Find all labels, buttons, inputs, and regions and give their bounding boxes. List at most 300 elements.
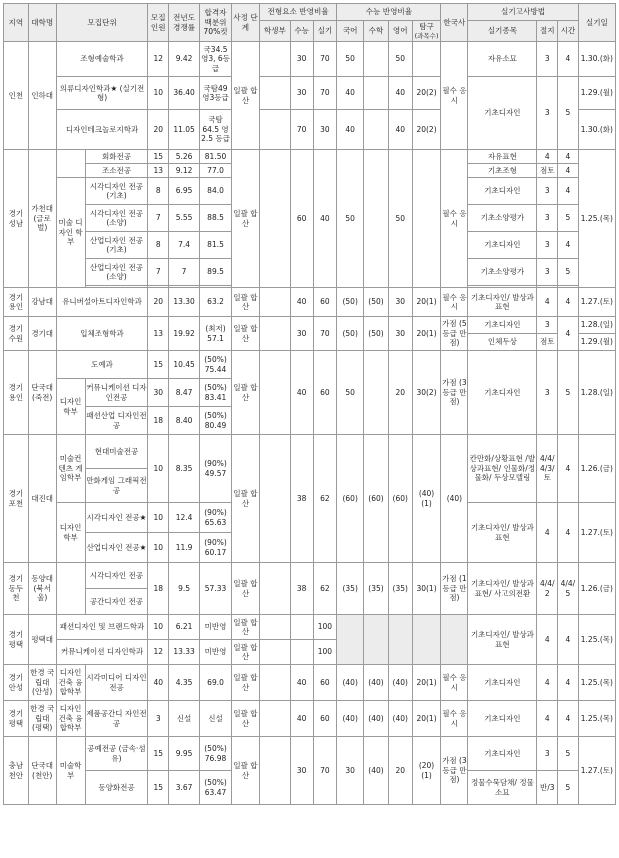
stage-cell: 일괄 합산 <box>232 615 260 640</box>
item-cell: 기초디자인 <box>468 178 537 205</box>
quota-cell: 30 <box>148 379 169 407</box>
unit-cell: 동양화전공 <box>85 771 148 805</box>
practical-cell: 70 <box>313 42 337 77</box>
math-cell: (50) <box>364 288 389 317</box>
history-cell: 가점 (3등급 만점) <box>441 351 468 435</box>
stage-cell: 일괄 합산 <box>232 701 260 737</box>
quota-cell: 15 <box>148 737 169 771</box>
korean-cell: 50 <box>337 150 364 288</box>
practical-cell: 60 <box>313 288 337 317</box>
unit-cell: 현대미술전공 <box>85 435 148 469</box>
quota-cell: 7 <box>148 205 169 232</box>
rate-cell: 9.95 <box>169 737 200 771</box>
time-cell: 4 <box>558 665 579 701</box>
quota-cell: 3 <box>148 701 169 737</box>
unit-cell: 제품공간디 자인전공 <box>85 701 148 737</box>
rate-cell: 8.35 <box>169 435 200 503</box>
table-row <box>4 615 616 640</box>
item-cell: 기초디자인/ 발상과표현 <box>468 503 537 563</box>
unit-cell: 회화전공 <box>85 150 148 164</box>
item-cell: 기초디자인 <box>468 737 537 771</box>
suneung-cell: 40 <box>290 288 313 317</box>
col-suneung-ratio: 수능 반영비율 <box>337 4 441 21</box>
suneung-cell: 60 <box>290 150 313 288</box>
table-row <box>4 42 616 77</box>
unit-cell: 디자인테크놀로지학과 <box>56 110 148 150</box>
item-cell: 인체두상 <box>468 334 537 351</box>
english-cell <box>388 615 412 665</box>
rate-cell: 7.4 <box>169 232 200 259</box>
unit-cell: 시각디자인 전공(기초) <box>85 178 148 205</box>
unit-group-cell: 디자인건축 융합학부 <box>56 701 85 737</box>
col-inquiry <box>412 21 441 42</box>
school-record-cell <box>259 615 290 640</box>
time-cell: 4/4/ 5 <box>558 563 579 615</box>
suneung-cell: 30 <box>290 737 313 805</box>
inquiry-cell: 20(1) <box>412 317 441 351</box>
university-cell: 평택대 <box>28 615 56 665</box>
table-row <box>4 737 616 771</box>
history-cell: 필수 응시 <box>441 150 468 288</box>
english-cell: (60) <box>388 435 412 563</box>
cutoff-cell: 81.5 <box>200 232 232 259</box>
english-cell: 30 <box>388 288 412 317</box>
table-row <box>4 435 616 469</box>
time-cell: 4 <box>558 317 579 351</box>
col-stage: 사정 단계 <box>232 4 260 42</box>
time-cell: 5 <box>558 259 579 286</box>
time-cell: 5 <box>558 351 579 435</box>
suneung-cell <box>290 615 313 640</box>
unit-cell: 커뮤니케이션 디자인전공 <box>85 379 148 407</box>
date-cell: 1.28.(일) <box>578 351 615 435</box>
rate-cell: 9.5 <box>169 563 200 615</box>
time-cell: 4 <box>558 503 579 563</box>
english-cell: 40 <box>388 77 412 110</box>
school-record-cell <box>259 351 290 435</box>
math-cell <box>364 110 389 150</box>
date-cell: 1.27.(토) <box>578 503 615 563</box>
stage-cell: 일괄 합산 <box>232 665 260 701</box>
korean-cell: 40 <box>337 77 364 110</box>
paper-cell: 3 <box>537 351 558 435</box>
stage-cell: 일괄 합산 <box>232 435 260 563</box>
date-cell: 1.25.(목) <box>578 665 615 701</box>
practical-cell: 60 <box>313 351 337 435</box>
inquiry-cell: (40) (1) <box>412 435 441 563</box>
university-cell: 단국대 (죽전) <box>28 351 56 435</box>
cutoff-cell: 84.0 <box>200 178 232 205</box>
university-cell: 한경 국립대 (안성) <box>28 665 56 701</box>
col-english: 영어 <box>388 21 412 42</box>
unit-cell: 산업디자인 전공(기초) <box>85 232 148 259</box>
col-region: 지역 <box>4 4 29 42</box>
suneung-cell: 30 <box>290 42 313 77</box>
paper-cell: 4 <box>537 615 558 665</box>
item-cell: 기초디자인/ 발상과표현/ 사고의전환 <box>468 563 537 615</box>
col-unit: 모집단위 <box>56 4 148 42</box>
stage-cell: 일괄 합산 <box>232 317 260 351</box>
paper-cell: 4 <box>537 150 558 164</box>
practical-cell: 70 <box>313 77 337 110</box>
unit-cell: 공예전공 (금속·섬유) <box>85 737 148 771</box>
korean-cell: 50 <box>337 42 364 77</box>
practical-cell: 62 <box>313 435 337 563</box>
time-cell: 4 <box>558 42 579 77</box>
korean-cell: (40) <box>337 701 364 737</box>
date-cell: 1.30.(화) <box>578 110 615 150</box>
item-cell: 기초디자인 <box>468 665 537 701</box>
col-korean: 국어 <box>337 21 364 42</box>
rate-cell: 4.35 <box>169 665 200 701</box>
korean-cell: (60) <box>337 435 364 563</box>
unit-cell: 공간디자인 전공 <box>85 589 148 615</box>
school-record-cell <box>259 665 290 701</box>
item-cell: 기초조형 <box>468 164 537 178</box>
practical-cell: 100 <box>313 615 337 640</box>
time-cell: 4 <box>558 150 579 164</box>
quota-cell: 10 <box>148 533 169 563</box>
cutoff-cell: (50%) 83.41 <box>200 379 232 407</box>
item-cell: 기초소양평가 <box>468 259 537 286</box>
region-cell: 경기 안성 <box>4 665 29 701</box>
region-cell: 경기 평택 <box>4 701 29 737</box>
inquiry-cell <box>412 615 441 665</box>
item-cell: 기초디자인/ 발상과표현 <box>468 615 537 665</box>
paper-cell: 반/3 <box>537 771 558 805</box>
col-history: 한국사 <box>441 4 468 42</box>
col-paper: 절지 <box>537 21 558 42</box>
quota-cell: 12 <box>148 640 169 665</box>
quota-cell: 10 <box>148 435 169 503</box>
col-suneung: 수능 <box>290 21 313 42</box>
math-cell: (60) <box>364 435 389 563</box>
history-cell: 가점 (5등급 만점) <box>441 317 468 351</box>
time-cell: 4 <box>558 164 579 178</box>
rate-cell: 3.67 <box>169 771 200 805</box>
practical-cell: 60 <box>313 701 337 737</box>
cutoff-cell: 미반영 <box>200 640 232 665</box>
rate-cell: 5.26 <box>169 150 200 164</box>
date-cell: 1.29.(월) <box>578 334 615 351</box>
cutoff-cell: 88.5 <box>200 205 232 232</box>
school-record-cell <box>259 77 290 110</box>
paper-cell: 3 <box>537 737 558 771</box>
item-cell: 자유표현 <box>468 150 537 164</box>
inquiry-cell <box>412 150 441 288</box>
math-cell <box>364 150 389 288</box>
suneung-cell: 30 <box>290 77 313 110</box>
history-cell: 가점 (1등급 만점) <box>441 563 468 615</box>
item-cell: 정물수묵담채/ 정물소묘 <box>468 771 537 805</box>
table-row <box>4 351 616 379</box>
date-cell: 1.28.(일) <box>578 317 615 334</box>
region-cell: 경기 포천 <box>4 435 29 563</box>
cutoff-cell: 69.0 <box>200 665 232 701</box>
cutoff-cell: 신설 <box>200 701 232 737</box>
practical-cell: 60 <box>313 665 337 701</box>
region-cell: 경기 성남 <box>4 150 29 288</box>
time-cell: 4 <box>558 701 579 737</box>
time-cell: 4 <box>558 288 579 317</box>
time-cell: 5 <box>558 737 579 771</box>
paper-cell: 3 <box>537 205 558 232</box>
rate-cell: 11.05 <box>169 110 200 150</box>
table-row <box>4 563 616 589</box>
history-cell: 가점 (3등급 만점) <box>441 737 468 805</box>
region-cell: 경기 평택 <box>4 615 29 665</box>
korean-cell: (40) <box>337 665 364 701</box>
quota-cell: 15 <box>148 771 169 805</box>
math-cell <box>364 42 389 77</box>
quota-cell: 10 <box>148 77 169 110</box>
cutoff-cell: 63.2 <box>200 288 232 317</box>
quota-cell: 13 <box>148 317 169 351</box>
col-element-ratio: 전형요소 반영비율 <box>259 4 336 21</box>
math-cell <box>364 77 389 110</box>
math-cell <box>364 615 389 665</box>
stage-cell: 일괄 합산 <box>232 737 260 805</box>
math-cell: (35) <box>364 563 389 615</box>
table-row <box>4 150 616 164</box>
inquiry-sub-label: (과목수) <box>414 32 439 40</box>
paper-cell: 3 <box>537 259 558 286</box>
item-cell: 기초디자인/ 발상과표현 <box>468 288 537 317</box>
school-record-cell <box>259 435 290 563</box>
math-cell: (40) <box>364 701 389 737</box>
cutoff-cell: 77.0 <box>200 164 232 178</box>
quota-cell: 8 <box>148 178 169 205</box>
paper-cell: 3 <box>537 232 558 259</box>
table-row <box>4 665 616 701</box>
practical-cell: 30 <box>313 110 337 150</box>
english-cell: (40) <box>388 665 412 701</box>
english-cell: 20 <box>388 737 412 805</box>
school-record-cell <box>259 42 290 77</box>
paper-cell: 3 <box>537 178 558 205</box>
school-record-cell <box>259 110 290 150</box>
school-record-cell <box>259 317 290 351</box>
quota-cell: 20 <box>148 288 169 317</box>
school-record-cell <box>259 150 290 288</box>
unit-cell: 시각미디어 디자인전공 <box>85 665 148 701</box>
admission-table-container <box>3 3 616 805</box>
rate-cell: 36.40 <box>169 77 200 110</box>
unit-cell: 패션디자인 및 브랜드학과 <box>56 615 148 640</box>
history-cell <box>441 615 468 665</box>
unit-group-cell: 미술컨텐츠 게임학부 <box>56 435 85 503</box>
cutoff-cell: 국탐64.5 영2.5 등급 <box>200 110 232 150</box>
item-cell: 자유소묘 <box>468 42 537 77</box>
col-quota: 모집 인원 <box>148 4 169 42</box>
rate-cell: 10.45 <box>169 351 200 379</box>
practical-cell: 70 <box>313 317 337 351</box>
math-cell <box>364 351 389 435</box>
school-record-cell <box>259 701 290 737</box>
suneung-cell: 38 <box>290 563 313 615</box>
unit-cell: 산업디자인 전공★ <box>85 533 148 563</box>
col-university: 대학명 <box>28 4 56 42</box>
quota-cell: 8 <box>148 232 169 259</box>
paper-cell: 4/4/ 2 <box>537 563 558 615</box>
quota-cell: 10 <box>148 615 169 640</box>
cutoff-cell: (90%) 65.63 <box>200 503 232 533</box>
item-cell: 칸만화/상황표현 /발상과표현/ 인물화/정물화/ 두상모델링 <box>468 435 537 503</box>
col-practical: 실기 <box>313 21 337 42</box>
region-cell: 경기 동두 천 <box>4 563 29 615</box>
paper-cell: 3 <box>537 42 558 77</box>
rate-cell: 9.42 <box>169 42 200 77</box>
english-cell: 20 <box>388 351 412 435</box>
time-cell: 4 <box>558 435 579 503</box>
unit-cell: 도예과 <box>56 351 148 379</box>
suneung-cell: 30 <box>290 317 313 351</box>
practical-cell: 40 <box>313 150 337 288</box>
col-cutoff: 합격자 백분위 70%컷 <box>200 4 232 42</box>
cutoff-cell: 89.5 <box>200 259 232 286</box>
korean-cell: 30 <box>337 737 364 805</box>
stage-cell: 일괄 합산 <box>232 42 260 150</box>
paper-cell: 4 <box>537 665 558 701</box>
quota-cell: 15 <box>148 351 169 379</box>
history-cell: (40) <box>441 435 468 563</box>
item-cell: 기초디자인 <box>468 232 537 259</box>
university-cell: 가천대 (글로벌) <box>28 150 56 288</box>
paper-cell: 3 <box>537 77 558 150</box>
unit-cell: 조소전공 <box>85 164 148 178</box>
unit-cell: 시각디자인 전공 <box>85 563 148 589</box>
item-cell: 기초디자인 <box>468 351 537 435</box>
date-cell: 1.25.(목) <box>578 615 615 665</box>
paper-cell: 4/4/ 4/3/ 토 <box>537 435 558 503</box>
inquiry-label: 탐구 <box>419 21 434 31</box>
cutoff-cell: (최저) 57.1 <box>200 317 232 351</box>
rate-cell: 19.92 <box>169 317 200 351</box>
unit-group-cell: 디자인건축 융합학부 <box>56 665 85 701</box>
history-cell: 필수 응시 <box>441 701 468 737</box>
school-record-cell <box>259 563 290 615</box>
date-cell: 1.30.(화) <box>578 42 615 77</box>
rate-cell: 6.21 <box>169 615 200 640</box>
cutoff-cell: (90%) 49.57 <box>200 435 232 503</box>
quota-cell: 15 <box>148 150 169 164</box>
quota-cell: 18 <box>148 563 169 615</box>
english-cell: (35) <box>388 563 412 615</box>
inquiry-cell: 20(1) <box>412 665 441 701</box>
region-cell: 경기 용인 <box>4 288 29 317</box>
inquiry-cell: 20(2) <box>412 77 441 110</box>
school-record-cell <box>259 640 290 665</box>
cutoff-cell: (50%) 75.44 <box>200 351 232 379</box>
quota-cell: 7 <box>148 259 169 286</box>
english-cell: 40 <box>388 110 412 150</box>
history-cell: 필수 응시 <box>441 665 468 701</box>
math-cell: (40) <box>364 737 389 805</box>
date-cell: 1.27.(토) <box>578 288 615 317</box>
quota-cell: 20 <box>148 110 169 150</box>
rate-cell: 신설 <box>169 701 200 737</box>
col-practical-item: 실기종목 <box>468 21 537 42</box>
time-cell: 4 <box>558 232 579 259</box>
quota-cell: 18 <box>148 407 169 435</box>
stage-cell: 일괄 합산 <box>232 563 260 615</box>
inquiry-cell: 20(2) <box>412 110 441 150</box>
admission-table <box>3 3 616 805</box>
cutoff-cell: (50%) 76.98 <box>200 737 232 771</box>
time-cell: 5 <box>558 205 579 232</box>
unit-cell: 조형예술학과 <box>56 42 148 77</box>
math-cell: (50) <box>364 317 389 351</box>
date-cell: 1.26.(금) <box>578 435 615 503</box>
unit-group-cell <box>56 150 85 178</box>
unit-group-cell <box>56 563 85 615</box>
rate-cell: 13.30 <box>169 288 200 317</box>
date-cell: 1.27.(토) <box>578 737 615 805</box>
practical-cell: 70 <box>313 737 337 805</box>
unit-cell: 시각디자인 전공★ <box>85 503 148 533</box>
time-cell: 5 <box>558 77 579 150</box>
rate-cell: 6.95 <box>169 178 200 205</box>
item-cell: 기초디자인 <box>468 701 537 737</box>
inquiry-cell <box>412 42 441 77</box>
rate-cell: 12.4 <box>169 503 200 533</box>
cutoff-cell: 미반영 <box>200 615 232 640</box>
cutoff-cell: 국34.5 영3, 6등급 <box>200 42 232 77</box>
item-cell: 기초디자인 <box>468 77 537 150</box>
table-row <box>4 77 616 110</box>
unit-group-cell: 미술 디자인 학부 <box>56 178 85 288</box>
unit-group-cell: 디자인 학부 <box>56 503 85 563</box>
rate-cell: 8.47 <box>169 379 200 407</box>
university-cell: 강남대 <box>28 288 56 317</box>
rate-cell: 11.9 <box>169 533 200 563</box>
date-cell: 1.25.(목) <box>578 701 615 737</box>
english-cell: 50 <box>388 150 412 288</box>
cutoff-cell: 57.33 <box>200 563 232 615</box>
unit-group-cell: 미술학부 <box>56 737 85 805</box>
cutoff-cell: (90%) 60.17 <box>200 533 232 563</box>
stage-cell: 일괄 합산 <box>232 351 260 435</box>
english-cell: 30 <box>388 317 412 351</box>
suneung-cell: 40 <box>290 665 313 701</box>
quota-cell: 12 <box>148 42 169 77</box>
stage-cell: 일괄 합산 <box>232 150 260 288</box>
rate-cell: 7 <box>169 259 200 286</box>
unit-cell: 산업디자인 전공(소양) <box>85 259 148 286</box>
cutoff-cell: 국탐49 영3등급 <box>200 77 232 110</box>
stage-cell: 일괄 합산 <box>232 288 260 317</box>
table-row <box>4 317 616 334</box>
time-cell: 4 <box>558 178 579 205</box>
paper-cell: 4 <box>537 288 558 317</box>
paper-cell: 4 <box>537 701 558 737</box>
university-cell: 경기대 <box>28 317 56 351</box>
suneung-cell: 70 <box>290 110 313 150</box>
rate-cell: 13.33 <box>169 640 200 665</box>
cutoff-cell: (50%) 80.49 <box>200 407 232 435</box>
col-prev-rate: 전년도 경쟁률 <box>169 4 200 42</box>
region-cell: 경기 수원 <box>4 317 29 351</box>
stage-cell: 일괄 합산 <box>232 640 260 665</box>
suneung-cell: 40 <box>290 701 313 737</box>
paper-cell: 4 <box>537 503 558 563</box>
paper-cell: 3 <box>537 317 558 334</box>
item-cell: 기초디자인 <box>468 317 537 334</box>
unit-cell: 커뮤니케이션 디자인학과 <box>56 640 148 665</box>
suneung-cell <box>290 640 313 665</box>
university-cell: 동양대 (북서울) <box>28 563 56 615</box>
unit-cell: 패션산업 디자인전공 <box>85 407 148 435</box>
